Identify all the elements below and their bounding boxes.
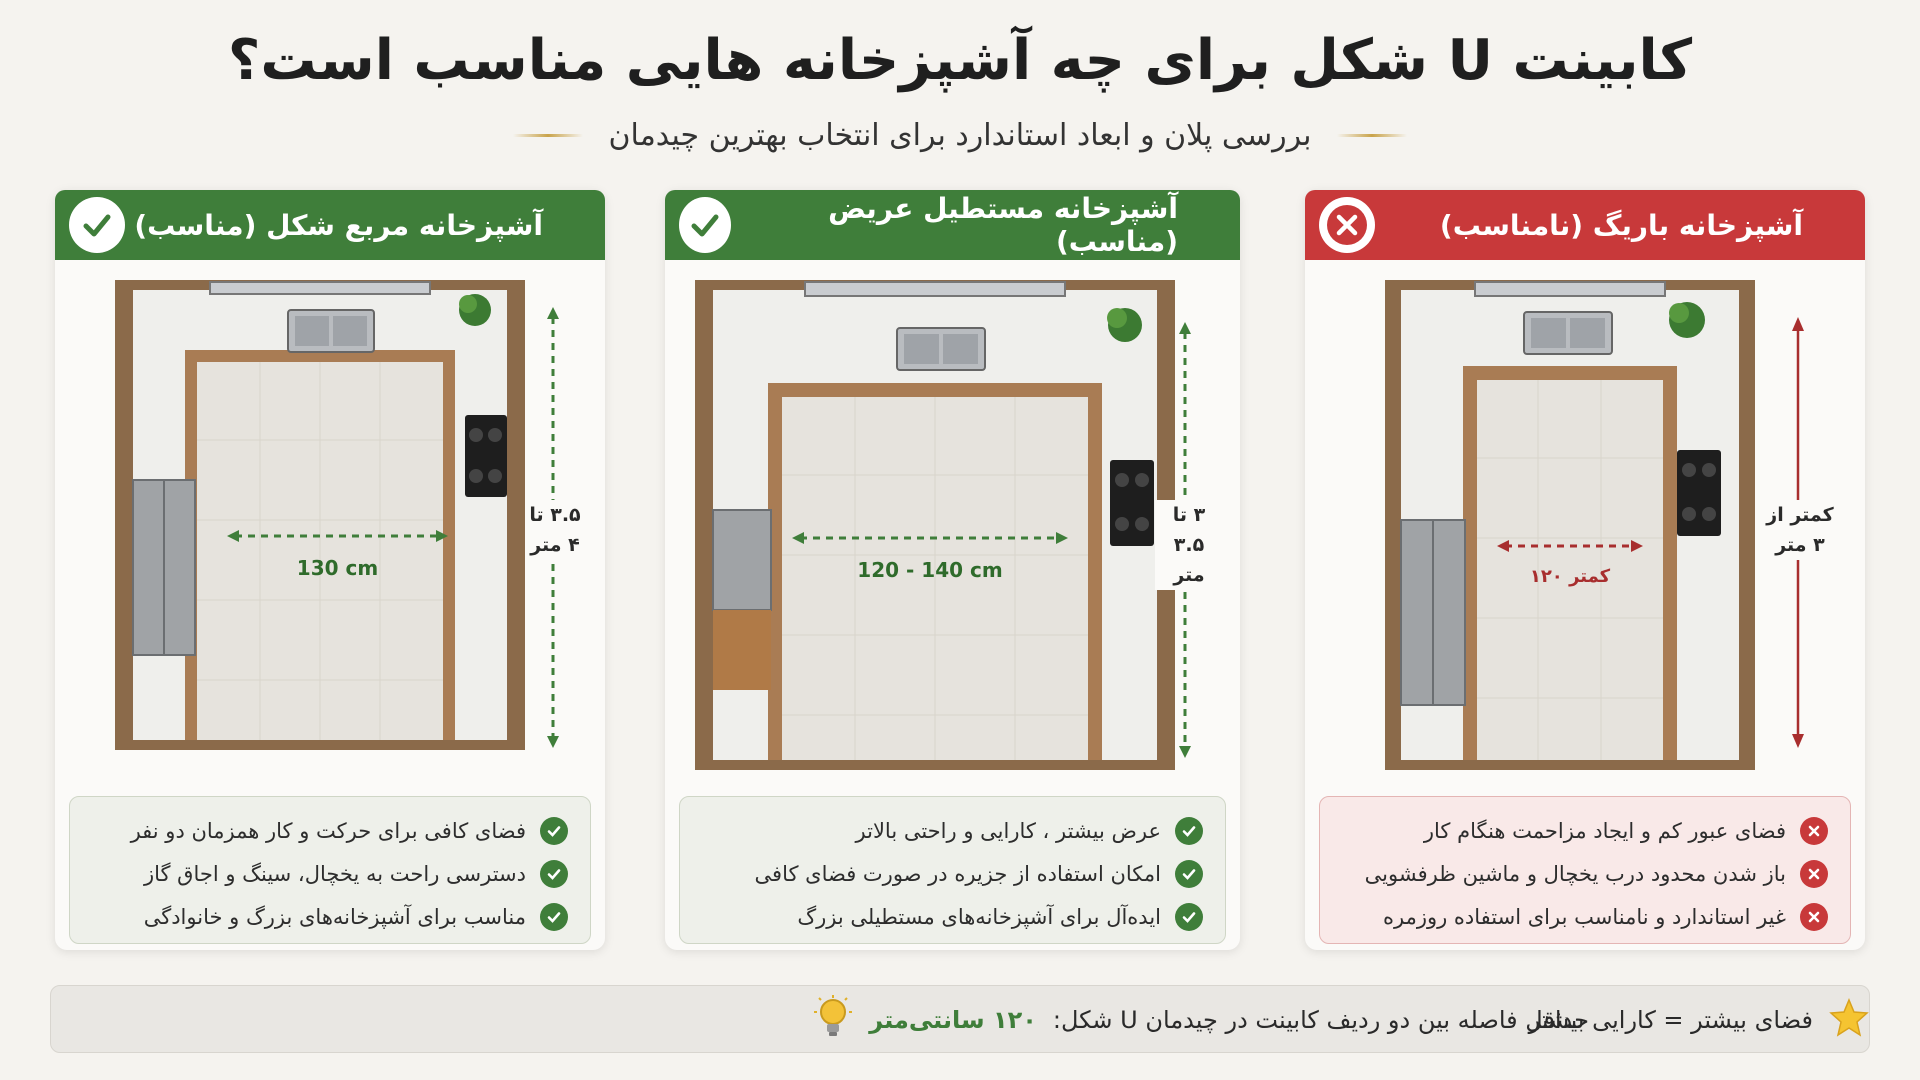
feature-text: مناسب برای آشپزخانه‌های بزرگ و خانوادگی [143, 904, 526, 929]
feature-text: غیر استاندارد و نامناسب برای استفاده روزمره [1382, 904, 1786, 929]
card-header-title: آشپزخانه مستطیل عریض (مناسب) [828, 192, 1178, 258]
card-header-title: آشپزخانه باریگ (نامناسب) [1439, 208, 1803, 242]
feature-list [69, 796, 591, 944]
card-header [665, 190, 1240, 260]
close-icon [1319, 197, 1375, 253]
length-dimension [525, 305, 595, 750]
length-label-line2: ۴ متر [530, 534, 580, 556]
length-label-line1: ۳ تا [1172, 504, 1206, 526]
feature-item [702, 895, 1203, 938]
length-label-line2: ۳.۵ متر [1173, 534, 1205, 586]
width-arrow-icon [225, 526, 450, 546]
feature-text: عرض بیشتر ، کارایی و راحتی بالاتر [855, 818, 1161, 843]
feature-text: باز شدن محدود درب یخچال و ماشین ظرفشویی [1364, 861, 1786, 886]
close-circle-icon [1800, 903, 1828, 931]
check-icon [69, 197, 125, 253]
width-label: 120 - 140 cm [857, 558, 1003, 582]
card-narrow-kitchen [1305, 190, 1865, 950]
width-dimension [790, 528, 1070, 582]
check-icon [679, 197, 731, 253]
feature-item [1342, 852, 1828, 895]
divider [513, 134, 583, 137]
width-arrow-icon [790, 528, 1070, 548]
subtitle-row [0, 118, 1920, 153]
tip-text: حداقل فاصله بین دو ردیف کابینت در چیدمان U شکل: [1052, 1006, 1589, 1034]
feature-list [679, 796, 1226, 944]
length-dimension [1155, 320, 1230, 760]
motto-text: فضای بیشتر = کارایی بیشتر [1528, 1006, 1813, 1034]
card-header [55, 190, 605, 260]
width-dimension [1495, 536, 1645, 587]
width-label: کمتر ۱۲۰ [1529, 566, 1611, 587]
width-dimension [225, 526, 450, 580]
feature-item [92, 852, 568, 895]
motto [1311, 986, 1869, 1054]
feature-item [702, 809, 1203, 852]
check-circle-icon [540, 860, 568, 888]
length-label-line2: ۳ متر [1775, 534, 1825, 556]
divider [1337, 134, 1407, 137]
star-icon [1829, 997, 1869, 1043]
feature-text: فضای عبور کم و ایجاد مزاحمت هنگام کار [1423, 818, 1786, 843]
length-label-line1: ۳.۵ تا [529, 504, 581, 526]
card-header-title: آشپزخانه مربع شکل (مناسب) [134, 208, 543, 242]
lightbulb-icon [813, 994, 853, 1046]
feature-item [92, 895, 568, 938]
card-wide-rectangle-kitchen [665, 190, 1240, 950]
page-title: کابینت U شکل برای چه آشپزخانه هایی مناسب است؟ [227, 28, 1693, 93]
card-square-kitchen [55, 190, 605, 950]
feature-text: امکان استفاده از جزیره در صورت فضای کافی [754, 861, 1161, 886]
length-label-line1: کمتر از [1766, 504, 1834, 526]
check-circle-icon [1175, 817, 1203, 845]
feature-text: دسترسی راحت به یخچال، سینگ و اجاق گاز [143, 861, 526, 886]
feature-item [92, 809, 568, 852]
footer-bar [50, 985, 1870, 1053]
check-circle-icon [540, 903, 568, 931]
tip-value: ۱۲۰ سانتی‌متر [869, 1006, 1037, 1034]
feature-list [1319, 796, 1851, 944]
page-subtitle: بررسی پلان و ابعاد استاندارد برای انتخاب بهترین چیدمان [608, 118, 1312, 153]
feature-item [702, 852, 1203, 895]
feature-text: فضای کافی برای حرکت و کار همزمان دو نفر [130, 818, 526, 843]
width-arrow-icon [1495, 536, 1645, 556]
check-circle-icon [540, 817, 568, 845]
card-header [1305, 190, 1865, 260]
length-dimension [1765, 315, 1845, 750]
feature-item [1342, 895, 1828, 938]
feature-item [1342, 809, 1828, 852]
width-label: 130 cm [296, 556, 379, 580]
check-circle-icon [1175, 860, 1203, 888]
feature-text: ایده‌آل برای آشپزخانه‌های مستطیلی بزرگ [797, 904, 1161, 929]
close-circle-icon [1800, 817, 1828, 845]
check-circle-icon [1175, 903, 1203, 931]
close-circle-icon [1800, 860, 1828, 888]
